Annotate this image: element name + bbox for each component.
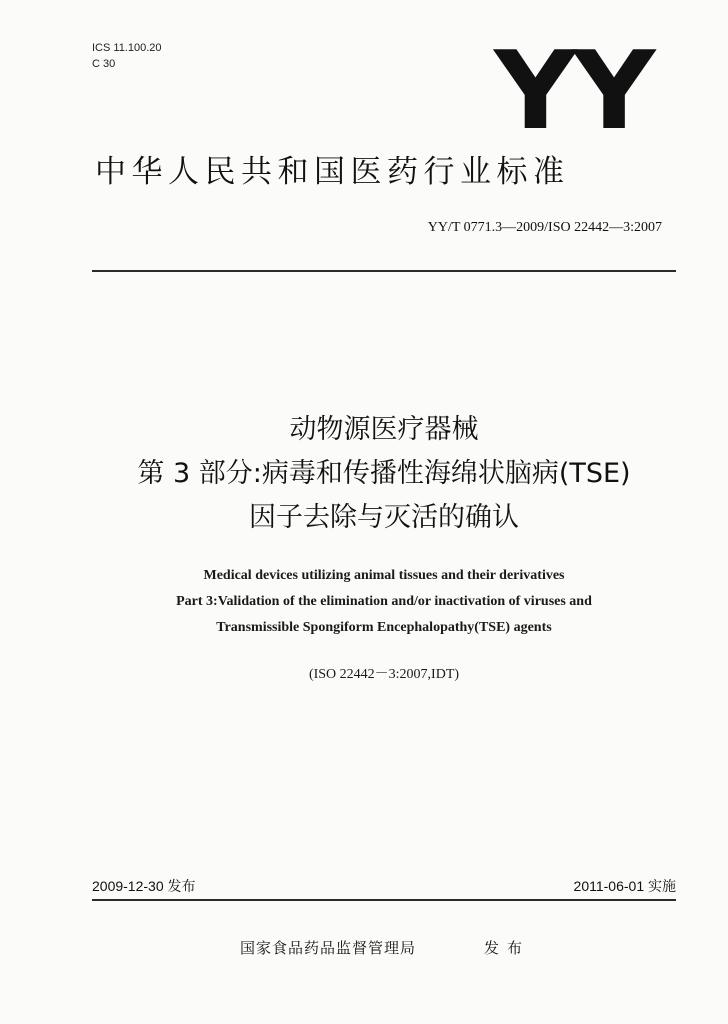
yy-logo: YY (494, 29, 652, 154)
classification-codes (92, 40, 162, 72)
ccs-code: C 30 (92, 58, 116, 70)
iso-reference: (ISO 22442－3:2007,IDT) (308, 667, 460, 682)
english-title (92, 563, 676, 641)
standard-number: YY/T 0771.3—2009/ISO 22442—3:2007 (427, 220, 662, 235)
english-title-line-2: Part 3:Validation of the elimination and/or inactivation of viruses and (176, 594, 592, 609)
chinese-title-line-1: 动物源医疗器械 (289, 414, 479, 445)
english-title-line-1: Medical devices utilizing animal tissues and their derivatives (203, 568, 565, 583)
chinese-title (92, 408, 676, 540)
chinese-title-line-3: 因子去除与灭活的确认 (249, 502, 519, 533)
implementation-date: 2011-06-01 实施 (573, 878, 676, 894)
bottom-divider (92, 899, 676, 901)
english-title-line-3: Transmissible Spongiform Encephalopathy(TSE) agents (216, 620, 552, 635)
standard-category-title: 中华人民共和国医药行业标准 (95, 154, 570, 190)
top-divider (92, 270, 676, 272)
issue-date: 2009-12-30 发布 (92, 878, 196, 894)
publish-label: 发布 (484, 939, 531, 957)
issuing-authority: 国家食品药品监督管理局 (240, 939, 417, 957)
chinese-title-line-2: 第 3 部分:病毒和传播性海绵状脑病(TSE) (137, 458, 631, 489)
ics-code: ICS 11.100.20 (92, 42, 162, 54)
